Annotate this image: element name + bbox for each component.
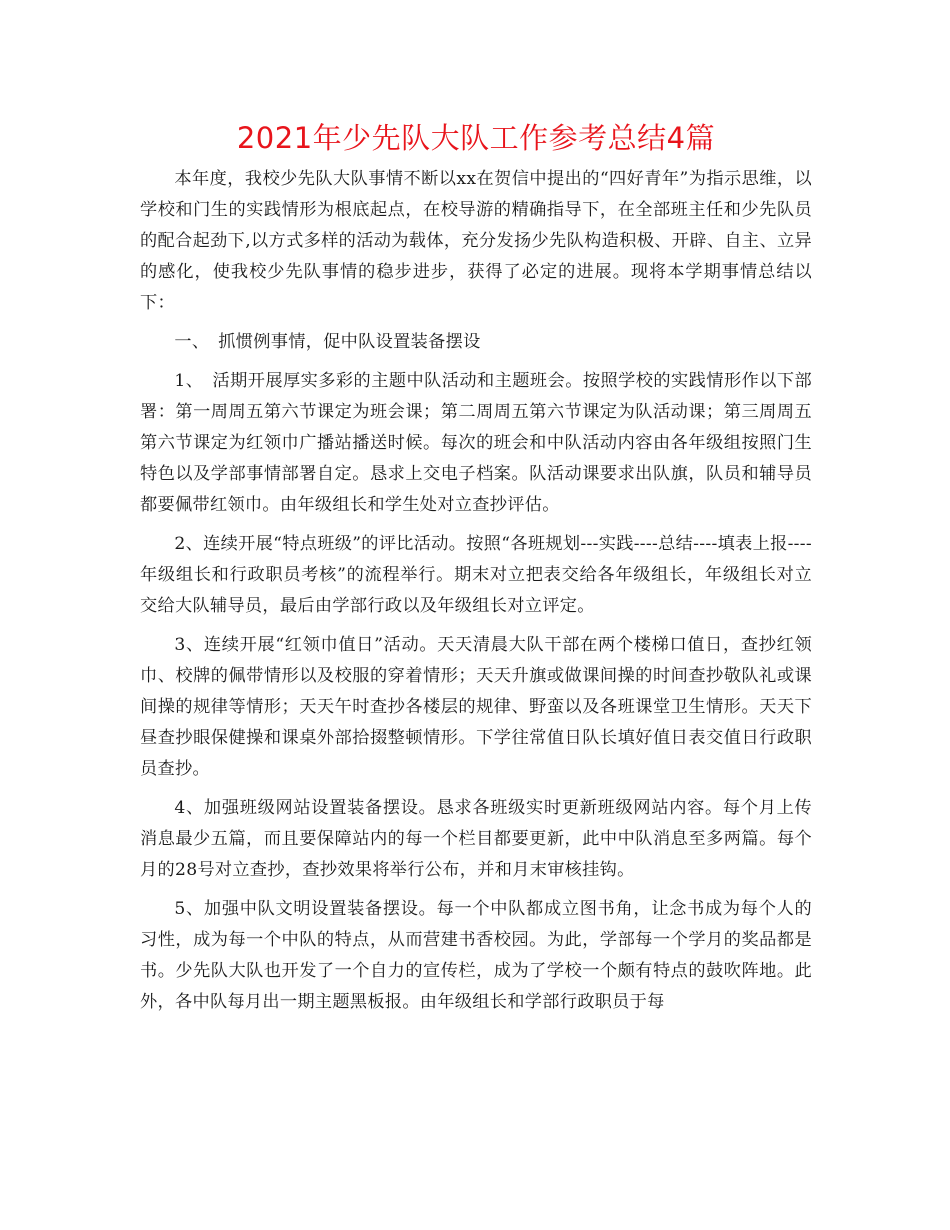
- paragraph-item-1: 1、 活期开展厚实多彩的主题中队活动和主题班会。按照学校的实践情形作以下部署：第一周周五第六节课定为班会课；第二周周五第六节课定为队活动课；第三周周五第六节课定为红领巾广播站播送时候。每次的班会和中队活动内容由各年级组按照门生特色以及学部事情部署自定。恳求上交电子档案。队活动课要求出队旗，队员和辅导员都要佩带红领巾。由年级组长和学生处对立查抄评估。: [140, 371, 812, 515]
- document-title: 2021年少先队大队工作参考总结4篇: [236, 121, 716, 155]
- paragraph-item-3: 3、连续开展“红领巾值日”活动。天天清晨大队干部在两个楼梯口值日，查抄红领巾、校牌的佩带情形以及校服的穿着情形；天天升旗或做课间操的时间查抄敬队礼或课间操的规律等情形；天天午时查抄各楼层的规律、野蛮以及各班课堂卫生情形。天天下昼查抄眼保健操和课桌外部拾掇整顿情形。下学往常值日队长填好值日表交值日行政职员查抄。: [140, 635, 812, 779]
- document-page: [140, 118, 812, 1026]
- paragraph-item-4: 4、加强班级网站设置装备摆设。恳求各班级实时更新班级网站内容。每个月上传消息最少五篇，而且要保障站内的每一个栏目都要更新，此中中队消息至多两篇。每个月的28号对立查抄，查抄效果将举行公布，并和月末审核挂钩。: [140, 798, 812, 880]
- paragraph-item-5: 5、加强中队文明设置装备摆设。每一个中队都成立图书角，让念书成为每个人的习性，成为每一个中队的特点，从而营建书香校园。为此，学部每一个学月的奖品都是书。少先队大队也开发了一个自力的宣传栏，成为了学校一个颇有特点的鼓吹阵地。此外，各中队每月出一期主题黑板报。由年级组长和学部行政职员于每: [140, 899, 812, 1012]
- intro-paragraph: 本年度，我校少先队大队事情不断以xx在贺信中提出的“四好青年”为指示思维，以学校和门生的实践情形为根底起点，在校导游的精确指导下，在全部班主任和少先队员的配合起劲下,以方式多样的活动为载体，充分发扬少先队构造积极、开辟、自主、立异的感化，使我校少先队事情的稳步进步，获得了必定的进展。现将本学期事情总结以下：: [140, 169, 812, 313]
- section-heading-1: 一、 抓惯例事情，促中队设置装备摆设: [174, 332, 481, 352]
- paragraph-item-2: 2、连续开展“特点班级”的评比活动。按照“各班规划---实践----总结----填表上报----年级组长和行政职员考核”的流程举行。期末对立把表交给各年级组长，年级组长对立交给大队辅导员，最后由学部行政以及年级组长对立评定。: [140, 534, 812, 616]
